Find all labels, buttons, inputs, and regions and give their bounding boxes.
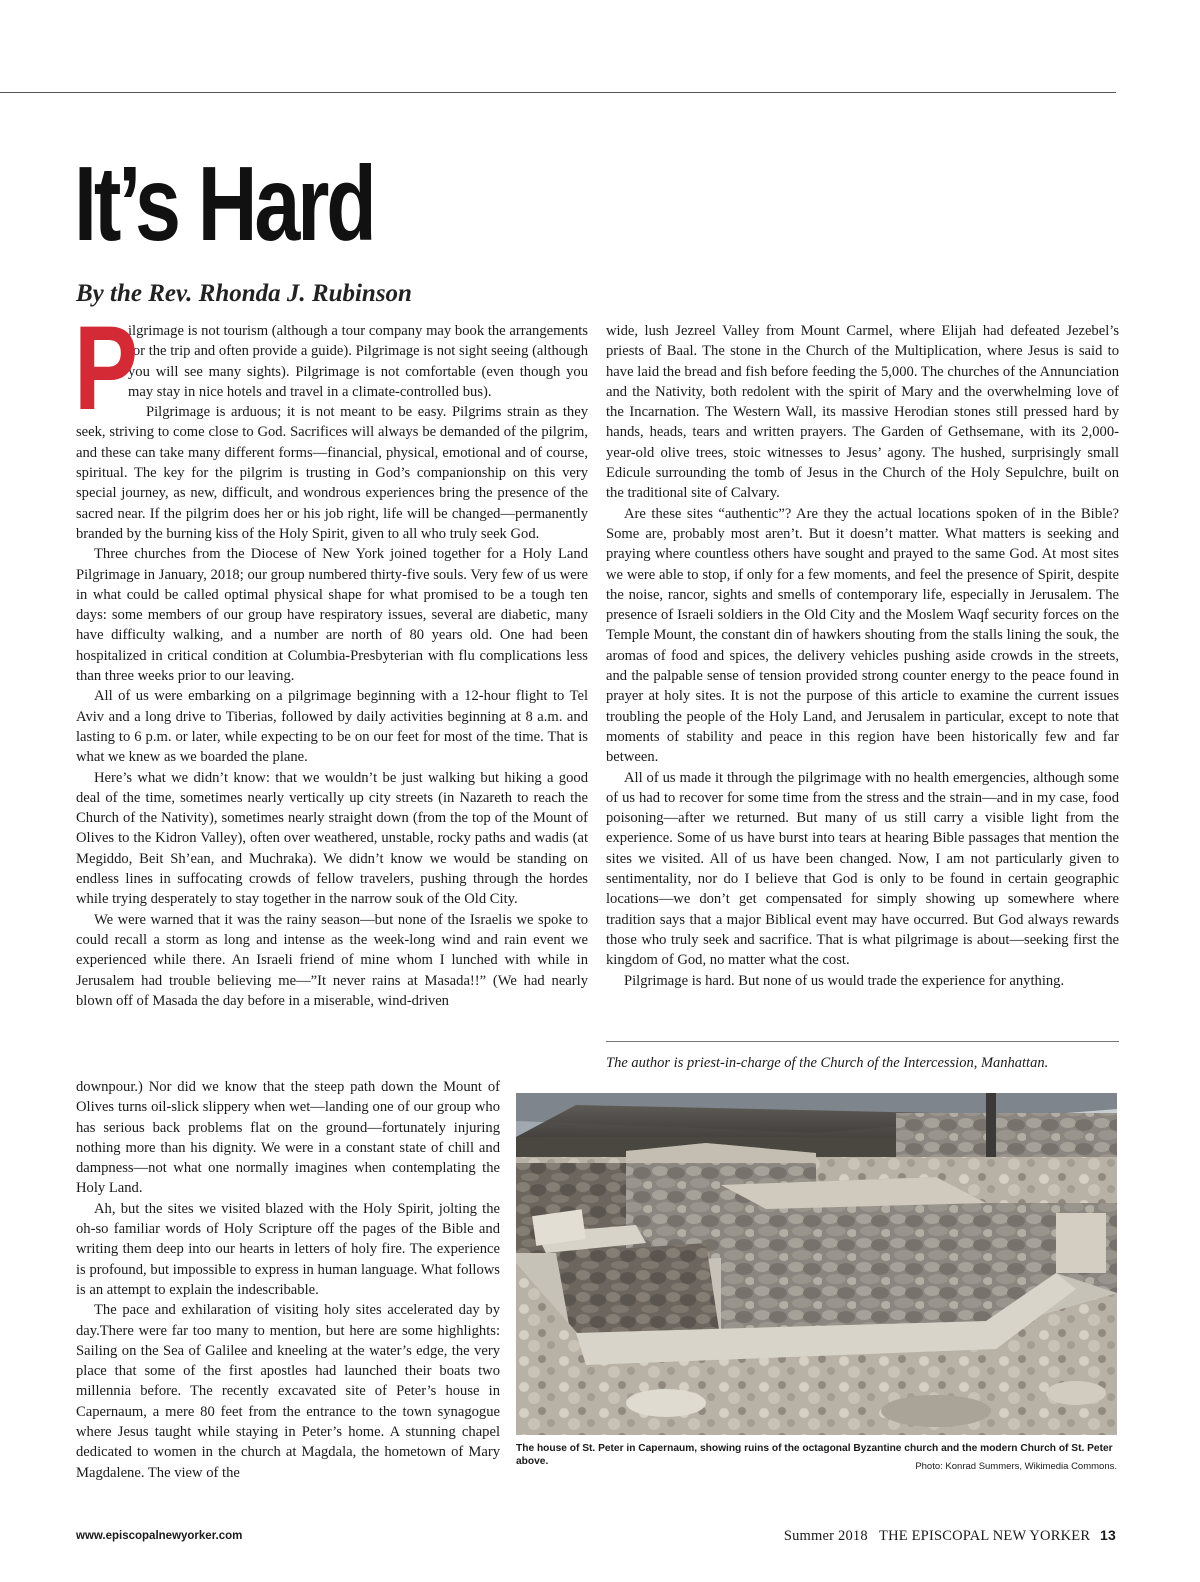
column-left-bottom <box>76 1077 500 1483</box>
author-note: The author is priest-in-charge of the Church of the Intercession, Manhattan. <box>606 1055 1049 1071</box>
paragraph: Three churches from the Diocese of New York joined together for a Holy Land Pilgrimage in January, 2018; our group numbered thirty-five souls. Very few of us were in what could be called optimal physical shape for what promised to be a tough ten days: some members of our group have respiratory issues, several are diabetic, many have difficulty walking, and a number are north of 80 years old. One had been hospitalized in critical condition at Columbia-Presbyterian with flu complications less than three weeks prior to our leaving. <box>76 546 588 685</box>
paragraph: We were warned that it was the rainy season—but none of the Israelis we spoke to could recall a storm as long and intense as the week-long wind and rain event we experienced while there. An Israeli friend of mine whom I lunched with while in Jerusalem had trouble believing me—”It never rains at Masada!!” (We had nearly blown off of Masada the day before in a miserable, wind-driven <box>76 911 588 1009</box>
paragraph: Pilgrimage is arduous; it is not meant to be easy. Pilgrims strain as they seek, striving to come close to God. Sacrifices will always be demanded of the pilgrim, and these can take many different forms—financial, physical, emotional and of course, spiritual. The key for the pilgrim is trusting in God’s companionship on this very special journey, as new, difficult, and wondrous experiences bring the presence of the sacred near. If the pilgrim does her or his job right, life will be changed—permanently branded by the burning kiss of the Holy Spirit, given to all who truly seek God. <box>76 404 588 542</box>
author-separator <box>606 1041 1119 1042</box>
photo-credit: Photo: Konrad Summers, Wikimedia Commons. <box>915 1461 1117 1472</box>
article-byline: By the Rev. Rhonda J. Rubinson <box>76 280 412 307</box>
ruins-image <box>516 1093 1117 1435</box>
paragraph: wide, lush Jezreel Valley from Mount Carmel, where Elijah had defeated Jezebel’s priests of Baal. The stone in the Church of the Multiplication, where Jesus is said to have laid the bread and fish before feeding the 5,000. The churches of the Annunciation and the Nativity, both redolent with the spirit of Mary and the overwhelming love of the Incarnation. The Western Wall, its massive Herodian stones still pressed hard by hands, heads, tears and written prayers. The Garden of Gethsemane, with its 2,000-year-old olive trees, stoic witnesses to Jesus’ agony. The hushed, surprisingly small Edicule surrounding the tomb of Jesus in the Church of the Holy Sepulchre, built on the traditional site of Calvary. <box>606 323 1119 502</box>
paragraph: All of us were embarking on a pilgrimage beginning with a 12-hour flight to Tel Aviv and a long drive to Tiberias, followed by daily activities beginning at 8 a.m. and lasting to 6 p.m. or later, while expecting to be on our feet for most of the time. That is what we knew as we boarded the plane. <box>76 688 588 766</box>
paragraph: The pace and exhilaration of visiting holy sites accelerated day by day.There were far too many to mention, but here are some highlights: Sailing on the Sea of Galilee and kneeling at the water’s edge, the very place that some of the first apostles had launched their boats two millennia before. The recently excavated site of Peter’s house in Capernaum, a mere 80 feet from the entrance to the town synagogue where Jesus taught while staying in Peter’s home. A stunning chapel dedicated to women in the church at Magdala, the hometown of Mary Magdalene. The view of the <box>76 1302 500 1481</box>
paragraph: All of us made it through the pilgrimage with no health emergencies, although some of us had to recover for some time from the stress and the strain—and in my case, food poisoning—after we returned. But many of us still carry a visible light from the experience. Some of us have burst into tears at hearing Bible passages that mention the sites we visited. All of us have been changed. Now, I am not particularly given to sentimentality, nor do I believe that God is only to be found in certain geographic locations—we don’t get compensated for simply showing up somewhere where tradition says that a major Biblical event may have occurred. But God always rewards those who truly seek and sacrifice. That is what pilgrimage is about—seeking first the kingdom of God, no matter what the cost. <box>606 769 1119 969</box>
column-right <box>606 321 1119 991</box>
paragraph: Ah, but the sites we visited blazed with the Holy Spirit, jolting the oh-so familiar words of Holy Scripture off the pages of the Bible and writing them deep into our hearts in letters of holy fire. The experience is profound, but impossible to express in human language. What follows is an attempt to explain the indescribable. <box>76 1200 500 1298</box>
paragraph: Pilgrimage is hard. But none of us would trade the experience for anything. <box>624 972 1065 989</box>
article-title: It’s Hard <box>74 145 374 263</box>
paragraph: Here’s what we didn’t know: that we wouldn’t be just walking but hiking a good deal of the time, sometimes nearly vertically up city streets (in Nazareth to reach the Church of the Nativity), sometimes nearly straight down (from the top of the Mount of Olives to the Kidron Valley), often over weathered, unstable, rocky paths and wadis (at Megiddo, Beit Sh’ean, and Muchraka). We didn’t know we would be standing on endless lines in suffocating crowds of fellow travelers, pushing through the hordes while trying desperately to stay together in the narrow souk of the Old City. <box>76 769 588 908</box>
photo-caption <box>516 1442 1117 1472</box>
paragraph: downpour.) Nor did we know that the steep path down the Mount of Olives turns oil-slick slippery when wet—landing one of our group who has serious back problems flat on the ground—fortunately injuring nothing more than his dignity. We were in a constant state of chill and dampness—not what one normally imagines when contemplating the Holy Land. <box>76 1079 500 1197</box>
footer-issue: Summer 2018 <box>783 1528 868 1544</box>
caption-text: The house of St. Peter in Capernaum, showing ruins of the octagonal Byzantine church and the modern Church of St. Peter above. <box>516 1443 1113 1467</box>
paragraph-text: ilgrimage is not tourism (although a tour company may book the arrangements for the trip and often provide a guide). Pilgrimage is not sight seeing (although you will see many sights). Pilgrimage is not comfortable (even though you may stay in nice hotels and travel in a climate-controlled bus). <box>128 323 588 400</box>
footer-url: www.episcopalnewyorker.com <box>76 1530 243 1542</box>
column-left-top <box>74 301 588 1011</box>
page-number: 13 <box>1100 1527 1116 1543</box>
paragraph <box>74 301 588 435</box>
top-rule <box>0 92 1116 93</box>
footer-publication: THE EPISCOPAL NEW YORKER <box>879 1528 1091 1544</box>
footer-issue-info <box>784 1527 1116 1545</box>
capernaum-photo <box>516 1093 1117 1435</box>
paragraph: Are these sites “authentic”? Are they the actual locations spoken of in the Bible? Some are, probably most aren’t. But it doesn’t matter. What matters is seeking and praying where countless others have sought and prayed to the same God. At most sites we were able to stop, if only for a few moments, and feel the presence of Spirit, despite the noise, rancor, sights and smells of contemporary life, especially in Jerusalem. The presence of Israeli soldiers in the Old City and the Moslem Waqf security forces on the Temple Mount, the constant din of hawkers shouting from the stalls lining the souk, the aromas of food and spices, the delivery vehicles pushing aside crowds in the streets, and the palpable sense of tension provided strong counter energy to the peace found in prayer at holy sites. It is not the purpose of this article to examine the current issues troubling the people of the Holy Land, and Jerusalem in particular, except to note that moments of stability and peace in this region have been historically few and far between. <box>606 505 1119 766</box>
drop-cap: P <box>74 301 139 435</box>
